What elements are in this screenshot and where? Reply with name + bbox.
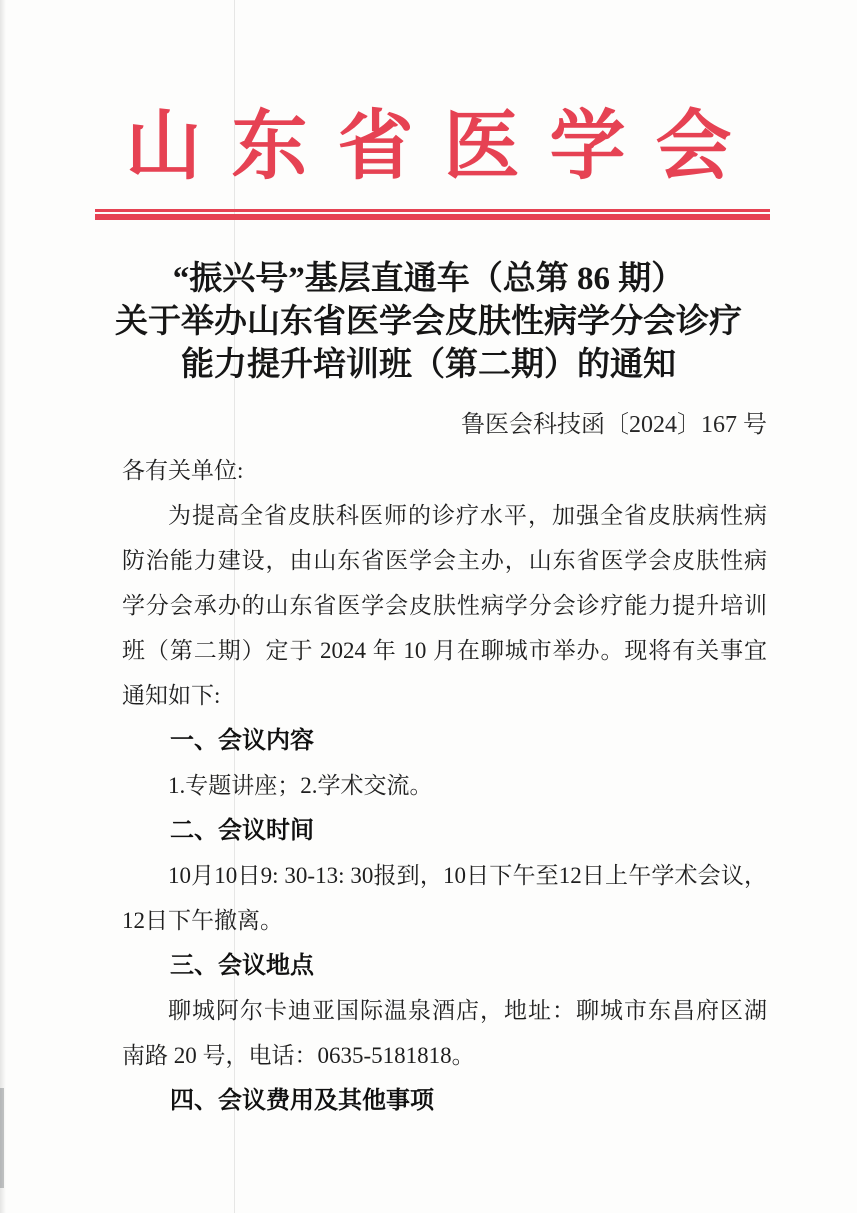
separator-thick-line — [95, 214, 770, 220]
scan-streak-artifact — [0, 1088, 4, 1188]
notice-body — [122, 448, 767, 1123]
intro-line-2: 防治能力建设，由山东省医学会主办，山东省医学会皮肤性病 — [122, 548, 767, 573]
section-2-content-line-1: 10月10日9: 30-13: 30报到，10日下午至12日上午学术会议， — [168, 863, 767, 888]
notice-title — [60, 258, 797, 387]
section-4-heading: 四、会议费用及其他事项 — [170, 1087, 434, 1114]
section-1-heading: 一、会议内容 — [170, 727, 314, 754]
section-2-heading: 二、会议时间 — [170, 817, 314, 844]
notice-title-line-2: 关于举办山东省医学会皮肤性病学分会诊疗 — [115, 304, 742, 340]
separator-thin-line — [95, 209, 770, 212]
notice-title-line-3: 能力提升培训班（第二期）的通知 — [181, 347, 676, 383]
intro-line-5: 通知如下: — [122, 683, 221, 708]
letterhead-separator-rule — [95, 209, 770, 220]
intro-line-3: 学分会承办的山东省医学会皮肤性病学分会诊疗能力提升培训 — [122, 593, 767, 618]
section-1-content-line-1: 1.专题讲座；2.学术交流。 — [168, 773, 433, 798]
intro-line-4: 班（第二期）定于 2024 年 10 月在聊城市举办。现将有关事宜 — [122, 638, 767, 663]
section-3-heading: 三、会议地点 — [170, 952, 314, 979]
section-3-content-line-1: 聊城阿尔卡迪亚国际温泉酒店，地址：聊城市东昌府区湖 — [168, 998, 767, 1023]
document-number: 鲁医会科技函〔2024〕167 号 — [461, 412, 767, 438]
intro-line-1: 为提高全省皮肤科医师的诊疗水平，加强全省皮肤病性病 — [168, 503, 767, 528]
salutation: 各有关单位: — [122, 458, 244, 483]
section-3-content-line-2: 南路 20 号，电话：0635-5181818。 — [122, 1043, 475, 1068]
notice-title-line-1: “振兴号”基层直通车（总第 86 期） — [172, 261, 685, 297]
section-2-content-line-2: 12日下午撤离。 — [122, 908, 283, 933]
letterhead-org-name: 山东省医学会 — [125, 105, 762, 189]
